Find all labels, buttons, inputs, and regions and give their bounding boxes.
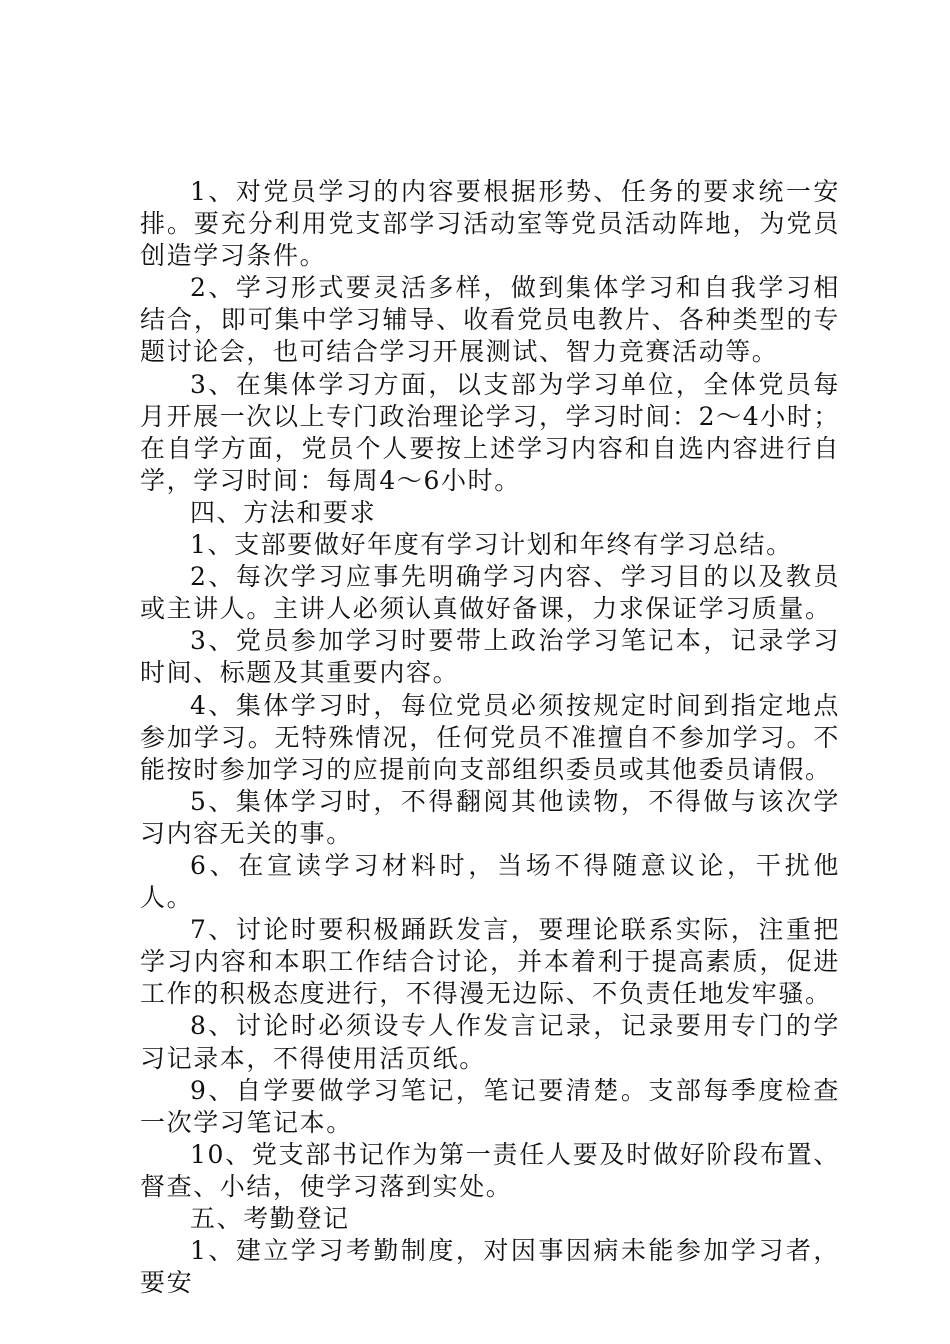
document-body (140, 176, 840, 1299)
paragraph-attendance-rule: 4、集体学习时，每位党员必须按规定时间到指定地点参加学习。无特殊情况，任何党员不准擅自不参加学习。不能按时参加学习的应提前向支部组织委员或其他委员请假。 (140, 690, 840, 784)
paragraph-each-session: 2、每次学习应事先明确学习内容、学习目的以及教员或主讲人。主讲人必须认真做好备课，力求保证学习质量。 (140, 562, 840, 624)
paragraph-notebook: 3、党员参加学习时要带上政治学习笔记本，记录学习时间、标题及其重要内容。 (140, 626, 840, 688)
paragraph-study-form: 2、学习形式要灵活多样，做到集体学习和自我学习相结合，即可集中学习辅导、收看党员电教片、各种类型的专题讨论会，也可结合学习开展测试、智力竞赛活动等。 (140, 273, 840, 367)
paragraph-self-study: 9、自学要做学习笔记，笔记要清楚。支部每季度检查一次学习笔记本。 (140, 1075, 840, 1137)
paragraph-no-other-reading: 5、集体学习时，不得翻阅其他读物，不得做与该次学习内容无关的事。 (140, 786, 840, 848)
paragraph-no-discussion: 6、在宣读学习材料时，当场不得随意议论，干扰他人。 (140, 850, 840, 913)
section-heading-methods: 四、方法和要求 (190, 497, 377, 527)
paragraph-active-discussion: 7、讨论时要积极踊跃发言，要理论联系实际，注重把学习内容和本职工作结合讨论，并本着利于提高素质，促进工作的积极态度进行，不得漫无边际、不负责任地发牢骚。 (140, 915, 840, 1009)
paragraph-collective-study: 3、在集体学习方面，以支部为学习单位，全体党员每月开展一次以上专门政治理论学习，学习时间：2～4小时；在自学方面，党员个人要按上述学习内容和自选内容进行自学，学习时间：每周4～6小时。 (140, 369, 841, 495)
section-heading-attendance: 五、考勤登记 (190, 1204, 350, 1233)
paragraph-attendance-system: 1、建立学习考勤制度，对因事因病未能参加学习者，要安 (140, 1236, 840, 1298)
paragraph-record-keeping: 8、讨论时必须设专人作发言记录，记录要用专门的学习记录本，不得使用活页纸。 (140, 1011, 840, 1073)
paragraph-secretary-duty: 10、党支部书记作为第一责任人要及时做好阶段布置、督查、小结，使学习落到实处。 (140, 1139, 840, 1201)
paragraph-annual-plan: 1、支部要做好年度有学习计划和年终有学习总结。 (190, 530, 793, 560)
paragraph-study-content: 1、对党员学习的内容要根据形势、任务的要求统一安排。要充分利用党支部学习活动室等党员活动阵地，为党员创造学习条件。 (140, 177, 840, 271)
